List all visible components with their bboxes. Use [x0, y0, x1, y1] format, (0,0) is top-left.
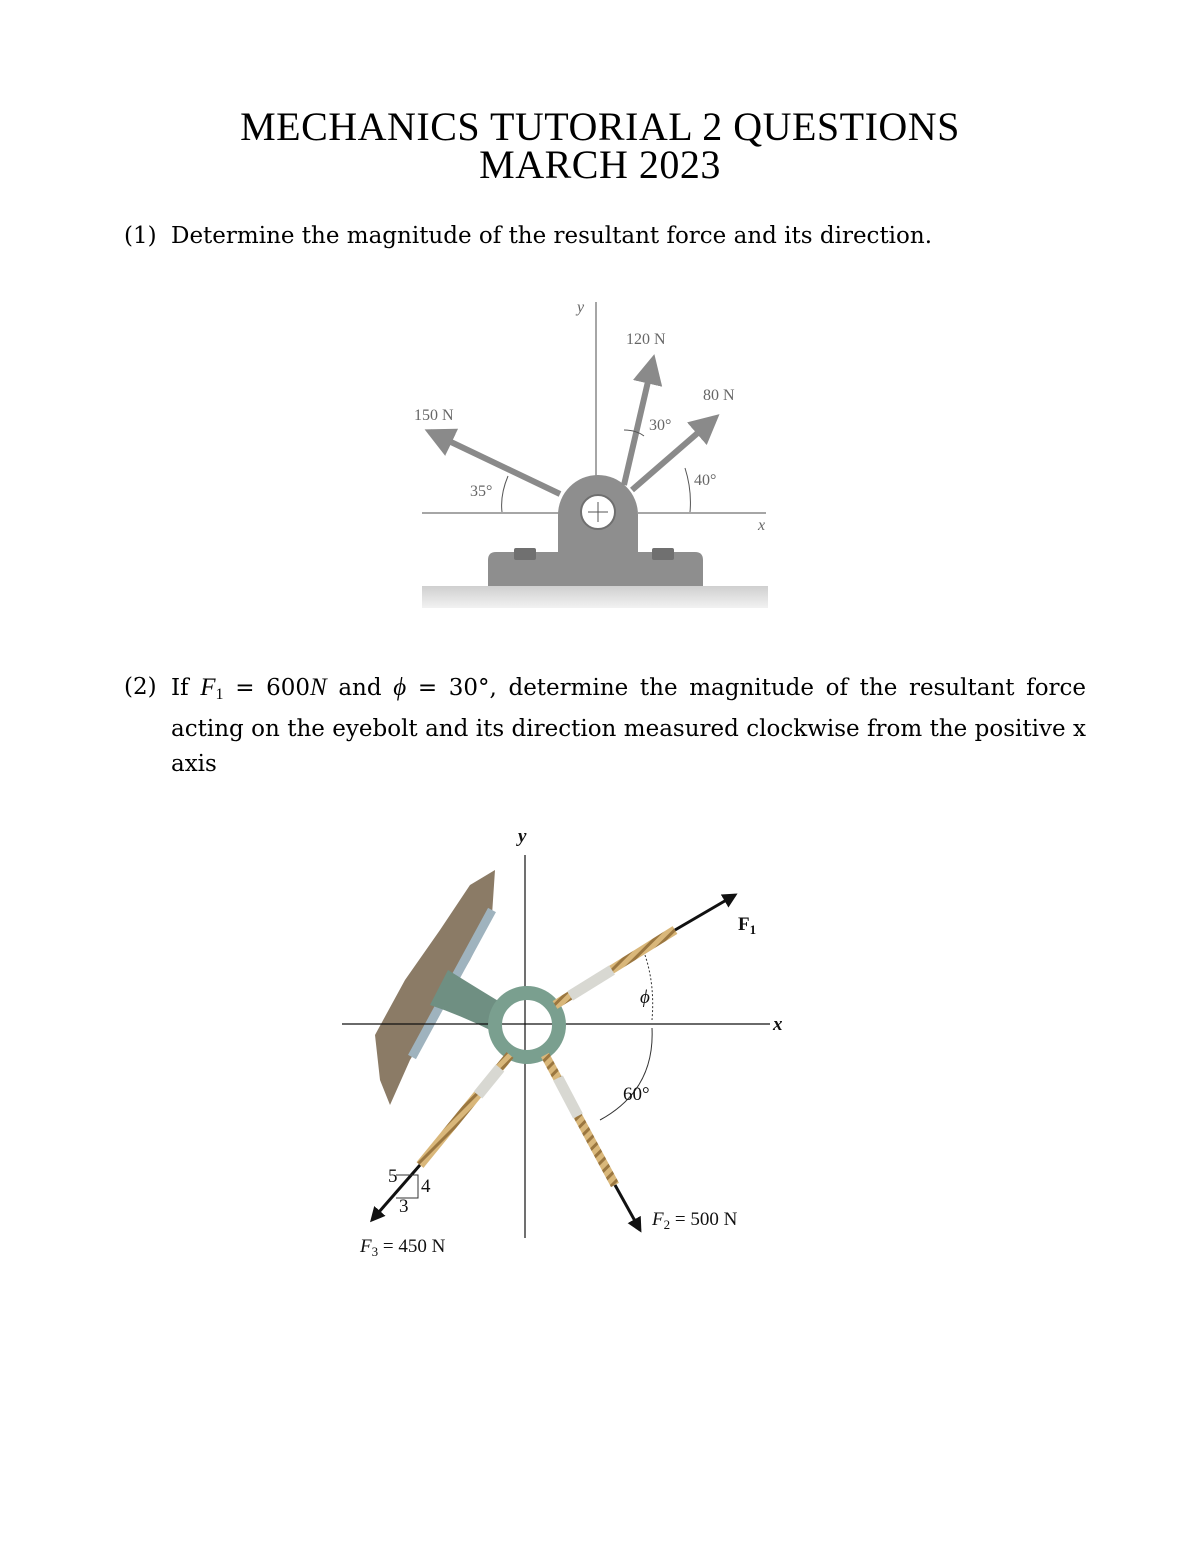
label-angle-60: 60°	[623, 1084, 650, 1105]
figure-2-eyebolt	[330, 820, 800, 1270]
rope-f3-sleeve	[478, 1068, 500, 1095]
slope-label-3: 3	[399, 1196, 409, 1217]
angle-arc-40	[685, 468, 690, 512]
label-f3	[359, 1236, 446, 1259]
question-2-number: (2)	[124, 674, 157, 700]
label-f2-value: = 500 N	[670, 1209, 738, 1230]
bolt-right	[652, 548, 674, 560]
q2-eq1: = 600	[223, 675, 311, 701]
f1-subscript: 1	[215, 686, 224, 703]
fig2-axis-y-label: y	[518, 826, 527, 847]
figure-1-bracket-forces	[410, 290, 790, 620]
label-f2-letter: F	[652, 1209, 664, 1230]
force-label-80n: 80 N	[703, 387, 735, 404]
f1-symbol	[200, 674, 223, 701]
q2-if: If	[171, 675, 189, 701]
bolt-left	[514, 548, 536, 560]
force-arrow-150n	[430, 432, 560, 494]
label-f2-sub: 2	[663, 1217, 671, 1232]
phi-symbol: ϕ	[393, 674, 407, 701]
wall	[375, 870, 495, 1105]
slope-label-5: 5	[388, 1166, 398, 1187]
f1-letter: F	[200, 674, 216, 701]
title-line-2: MARCH 2023	[479, 142, 721, 187]
axis-x-label: x	[758, 517, 766, 534]
arc-60	[600, 1028, 652, 1120]
ground-surface	[422, 586, 768, 608]
q2-eq2: = 30°, determine the magnitude of the resultant force acting on the eyebolt and its direction measured clockwise from the positive x axis	[171, 675, 1087, 777]
question-2-text	[171, 670, 1086, 782]
angle-arc-35	[502, 476, 508, 512]
angle-label-30: 30°	[649, 417, 672, 434]
label-f1-letter: F	[738, 914, 750, 935]
force-label-150n: 150 N	[414, 407, 454, 424]
rope-f2-sleeve	[558, 1078, 578, 1116]
label-f1-sub: 1	[749, 922, 757, 937]
axis-y-label: y	[577, 299, 585, 316]
rope-f2	[545, 1055, 615, 1185]
question-2	[124, 670, 1104, 780]
label-f3-letter: F	[360, 1236, 372, 1257]
question-1	[124, 219, 1104, 259]
rope-f1-sleeve	[570, 970, 612, 996]
fig2-axis-x-label: x	[773, 1014, 783, 1035]
question-1-number: (1)	[124, 223, 157, 249]
eyebolt-ring	[495, 993, 559, 1057]
angle-label-35: 35°	[470, 483, 493, 500]
arrow-f1	[675, 895, 735, 930]
label-f1	[738, 914, 756, 937]
label-f2	[651, 1209, 738, 1232]
slope-label-4: 4	[421, 1176, 431, 1197]
unit-n: N	[310, 674, 327, 701]
title-line-1: MECHANICS TUTORIAL 2 QUESTIONS	[240, 104, 960, 149]
label-f3-value: = 450 N	[378, 1236, 446, 1257]
label-f3-sub: 3	[371, 1244, 379, 1259]
question-1-text: Determine the magnitude of the resultant force and its direction.	[171, 223, 933, 249]
arrow-f2	[615, 1185, 640, 1230]
label-phi: ϕ	[640, 987, 650, 1008]
q2-and: and	[326, 675, 394, 701]
angle-label-40: 40°	[694, 472, 717, 489]
page-title	[0, 104, 1200, 187]
force-label-120n: 120 N	[626, 331, 666, 348]
